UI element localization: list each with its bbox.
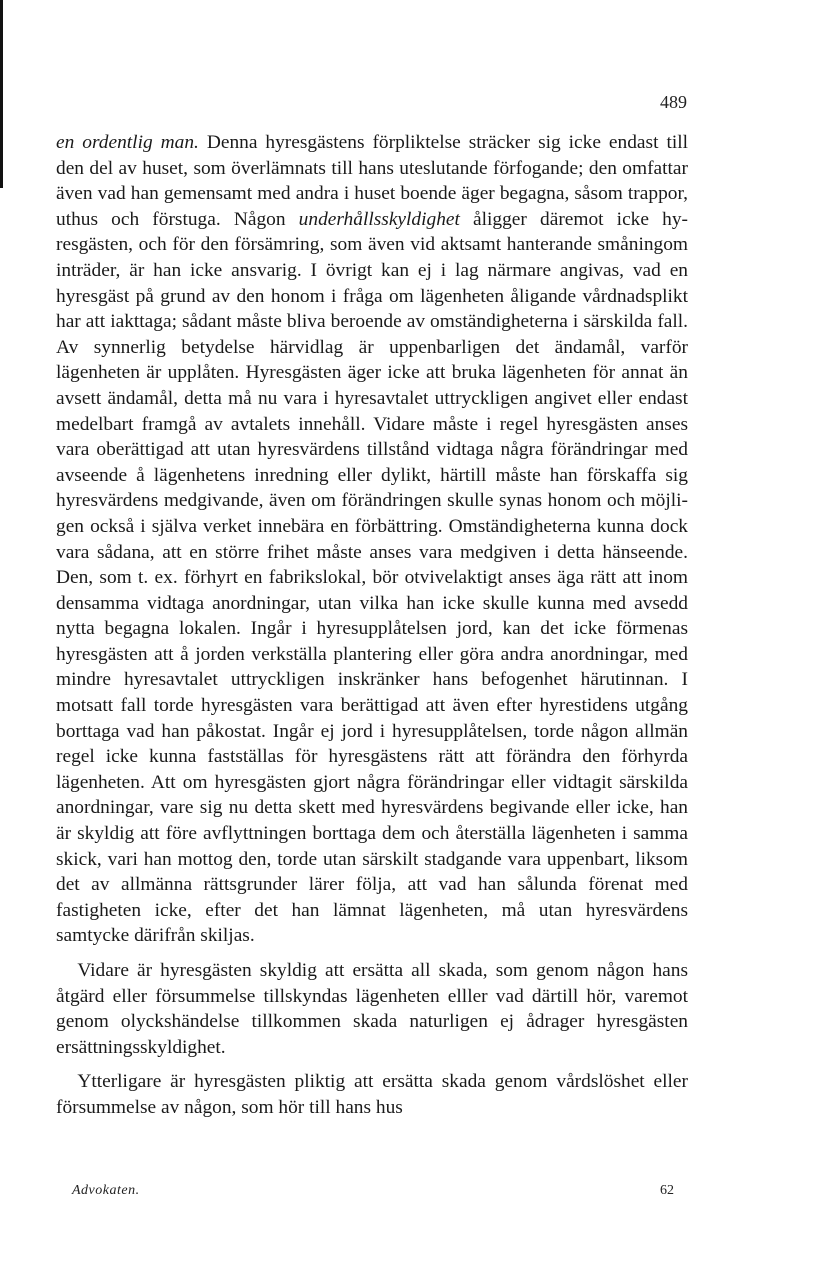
paragraph-3 <box>56 1069 688 1120</box>
page-number: 489 <box>660 92 687 112</box>
page-edge-mark <box>0 0 3 188</box>
footer-signature: Advokaten. <box>72 1183 140 1198</box>
text-run: Denna hyresgästens förpliktelse sträcker sig icke endast till den del av huset, som överlämnats till hans uteslutande förfogande; den omfattar även vad han gemensamt med andra i huset boende äger begagna, såsom trappor, uthus och förstuga. Någon <box>56 132 688 230</box>
paragraph-1 <box>56 130 688 949</box>
text-run: åligger däremot icke hyresgästen, och för den försämring, som även vid aktsamt hanterande småningom inträder, är han icke ansvarig. I övrigt kan ej i lag närmare angivas, vad en hyresgäst på grund av den honom i fråga om lägenheten åligande vårdnadsplikt har att iakttaga; sådant måste bliva beroende av omständigheterna i särskilda fall. Av synnerlig betydelse härvidlag är uppenbarligen det ändamål, varför lägenheten är upplåten. Hyresgästen äger icke att bruka lägenheten för annat än avsett ändamål, detta må nu vara i hyresavtalet uttryckligen angivet eller endast medelbart framgå av avtalets innehåll. Vidare måste i regel hyresgästen anses vara oberättigad att utan hyresvärdens tillstånd vidtaga några förändringar med avseende å lägenhetens inredning eller dylikt, härtill måste han förskaffa sig hyresvärdens medgivande, även om förändringen skulle synas honom och möjligen också i själva verket innebära en förbättring. Omständigheterna kunna dock vara sådana, att en större frihet måste anses vara medgiven i detta hänseende. Den, som t. ex. förhyrt en fabrikslokal, bör otvivelaktigt anses äga rätt att inom densamma vidtaga anordningar, utan vilka han icke skulle kunna med avsedd nytta begagna lokalen. Ingår i hyresupplåtelsen jord, kan det icke förmenas hyresgästen att å jorden verkställa plantering eller göra andra anordningar, med mindre hyresavtalet uttryckligen inskränker hans befogenhet härutinnan. I motsatt fall torde hyresgästen vara berättigad att även efter hyrestidens utgång borttaga vad han påkostat. Ingår ej jord i hyresupplåtelsen, torde någon allmän regel icke kunna fastställas för hyresgästens rätt att förändra den förhyrda lägenheten. Att om hyresgästen gjort några förändringar eller vidtagit särskilda anordningar, vare sig nu detta skett med hyresvärdens begivande eller icke, han är skyldig att före avflyttningen borttaga dem och återställa lägenheten i samma skick, vari han mottog den, torde utan särskilt stadgande vara uppenbart, liksom det av allmänna rättsgrunder lärer följa, att vad han sålunda förenat med fastigheten icke, efter det han lämnat lägenheten, må utan hyresvärdens samtycke därifrån skiljas. <box>56 208 688 947</box>
text-run: Vidare är hyresgästen skyldig att ersätta all skada, som genom någon hans åtgärd eller försummelse tillskyndas lägenheten elller vad därtill hör, varemot genom olyckshändelse tillkommen skada naturligen ej ådrager hyresgästen ersättningsskyldighet. <box>56 960 688 1058</box>
body-text <box>56 130 688 1121</box>
paragraph-2 <box>56 958 688 1060</box>
footer-sheet-number: 62 <box>660 1183 674 1198</box>
text-run: Ytterligare är hyresgästen pliktig att ersätta skada genom vårdslöshet eller försummelse av någon, som hör till hans hus <box>56 1071 688 1118</box>
italic-text: en ordentlig man. <box>56 132 199 153</box>
italic-text: underhållsskyldighet <box>298 208 460 230</box>
